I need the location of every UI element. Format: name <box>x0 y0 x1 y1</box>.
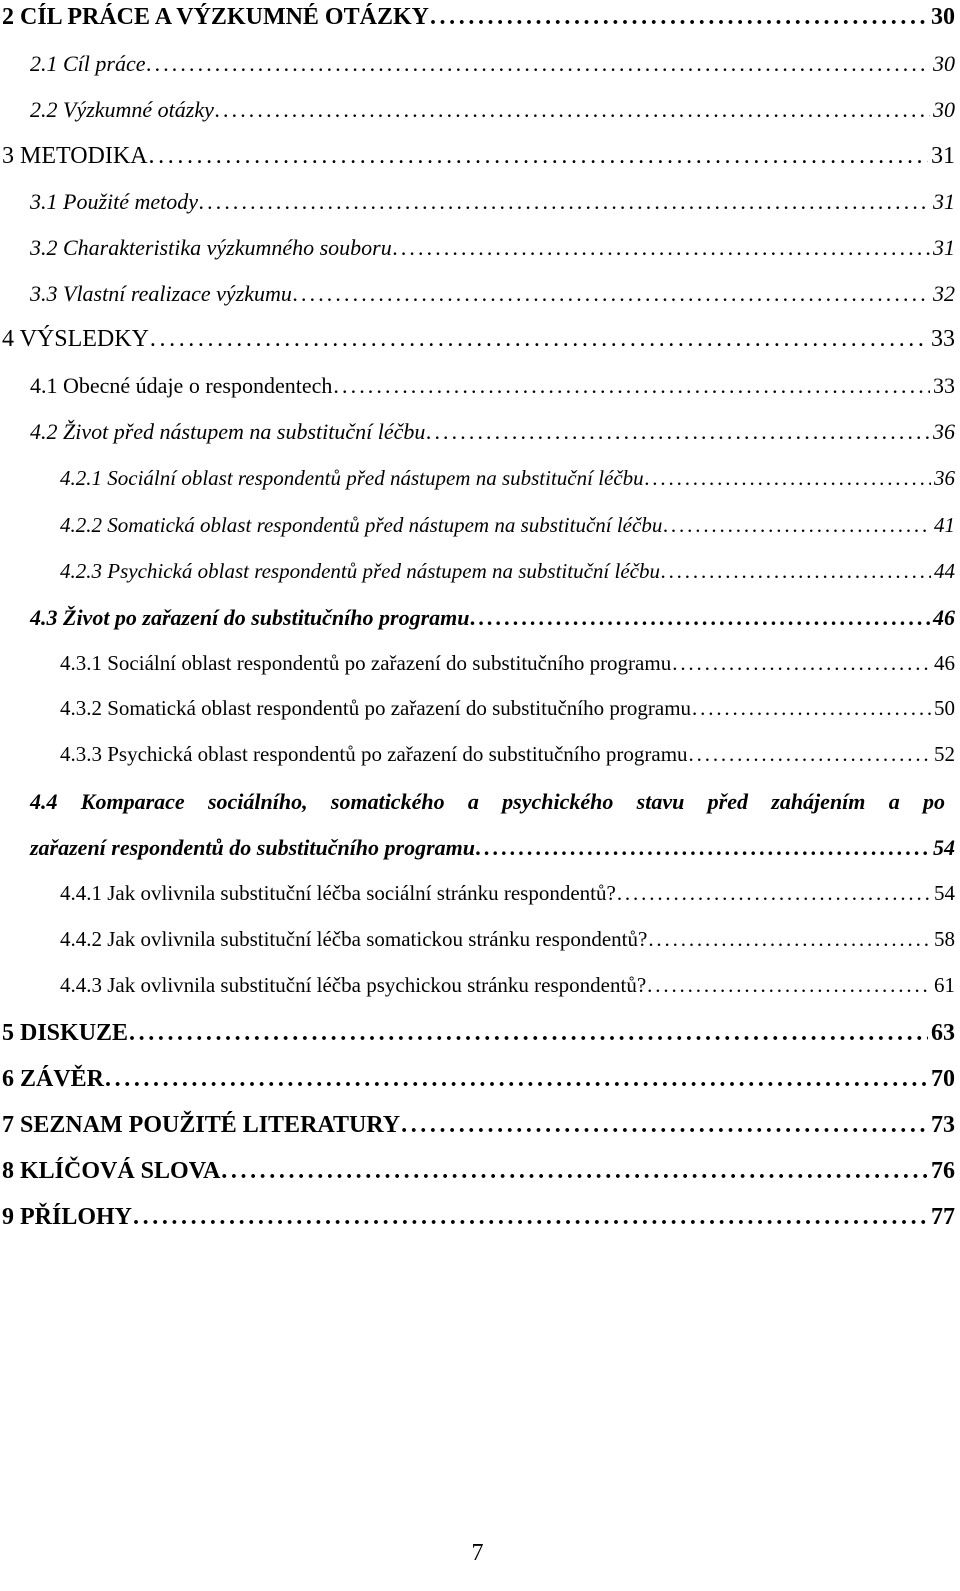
toc-dot-leader <box>133 1204 928 1231</box>
toc-dot-leader <box>393 235 930 261</box>
toc-page-number: 31 <box>933 189 955 214</box>
toc-page-number: 33 <box>931 326 955 352</box>
toc-entry[interactable] <box>0 419 955 445</box>
toc-entry[interactable] <box>0 1158 955 1185</box>
toc-page-number: 73 <box>931 1112 955 1138</box>
toc-entry[interactable] <box>0 881 955 906</box>
toc-dot-leader <box>617 881 931 906</box>
toc-dot-leader <box>692 696 931 721</box>
toc-dot-leader <box>689 742 931 767</box>
toc-entry-title: 4.2.1 Sociální oblast respondentů před nástupem na substituční léčbu <box>60 466 644 490</box>
toc-page-number: 36 <box>934 466 955 490</box>
toc-dot-leader <box>221 1158 928 1185</box>
toc-dot-leader <box>470 605 930 631</box>
toc-entry[interactable] <box>0 651 955 676</box>
toc-entry[interactable] <box>0 1112 955 1139</box>
toc-dot-leader <box>199 189 930 215</box>
toc-entry[interactable] <box>0 605 955 631</box>
toc-dot-leader <box>645 466 931 491</box>
toc-page-number: 46 <box>933 605 955 630</box>
toc-entry-title: 2.2 Výzkumné otázky <box>30 97 214 122</box>
toc-entry[interactable] <box>0 973 955 998</box>
toc-page-number: 63 <box>931 1020 955 1046</box>
toc-entry[interactable] <box>0 927 955 952</box>
toc-entry-title: 4.2 Život před nástupem na substituční léčbu <box>30 419 426 444</box>
toc-entry-title: 4.4.3 Jak ovlivnila substituční léčba psychickou stránku respondentů? <box>60 973 647 997</box>
toc-entry[interactable] <box>0 835 955 861</box>
toc-entry-title: 8 KLÍČOVÁ SLOVA <box>2 1158 221 1184</box>
toc-entry-title: 3.1 Použité metody <box>30 189 199 214</box>
toc-entry-title: 4.2.3 Psychická oblast respondentů před nástupem na substituční léčbu <box>60 559 660 583</box>
toc-dot-leader <box>293 281 930 307</box>
toc-dot-leader <box>647 973 931 998</box>
toc-entry[interactable] <box>0 373 955 399</box>
toc-entry-title: 3.2 Charakteristika výzkumného souboru <box>30 235 392 260</box>
toc-page-number: 36 <box>933 419 955 444</box>
toc-entry[interactable] <box>0 1020 955 1047</box>
toc-entry-title: 4.4.2 Jak ovlivnila substituční léčba somatickou stránku respondentů? <box>60 927 648 951</box>
toc-entry-title: 7 SEZNAM POUŽITÉ LITERATURY <box>2 1112 401 1138</box>
toc-dot-leader <box>401 1112 928 1139</box>
toc-dot-leader <box>149 143 928 170</box>
toc-entry-title: 9 PŘÍLOHY <box>2 1204 133 1230</box>
toc-entry-title: 2.1 Cíl práce <box>30 51 146 76</box>
toc-entry-title: 4 VÝSLEDKY <box>2 326 149 352</box>
toc-page-number: 54 <box>934 881 955 905</box>
toc-page-number: 30 <box>931 4 955 30</box>
toc-entry-title: 4.4.1 Jak ovlivnila substituční léčba sociální stránku respondentů? <box>60 881 616 905</box>
toc-entry[interactable] <box>0 1066 955 1093</box>
toc-entry-title: 4.1 Obecné údaje o respondentech <box>30 373 333 398</box>
toc-dot-leader <box>129 1020 928 1047</box>
toc-page-number: 70 <box>931 1066 955 1092</box>
toc-page-number: 54 <box>933 835 955 860</box>
toc-entry[interactable] <box>0 97 955 123</box>
toc-dot-leader <box>215 97 930 123</box>
toc-entry[interactable] <box>0 4 955 31</box>
toc-dot-leader <box>430 4 928 31</box>
toc-page-number: 31 <box>931 143 955 169</box>
toc-entry[interactable] <box>0 466 955 491</box>
toc-entry[interactable] <box>0 559 955 584</box>
toc-entry[interactable] <box>0 326 955 353</box>
toc-page-number: 77 <box>931 1204 955 1230</box>
page-number: 7 <box>471 1540 484 1566</box>
toc-page-number: 41 <box>934 513 955 537</box>
toc-dot-leader <box>426 419 930 445</box>
toc-page-number: 76 <box>931 1158 955 1184</box>
toc-entry[interactable] <box>0 51 955 77</box>
toc-page-number: 30 <box>933 97 955 122</box>
toc-page-number: 58 <box>934 927 955 951</box>
toc-dot-leader <box>333 373 930 399</box>
toc-entry[interactable] <box>0 513 955 538</box>
toc-entry[interactable] <box>0 696 955 721</box>
toc-entry-title: 4.3 Život po zařazení do substitučního programu <box>30 605 470 630</box>
toc-entry[interactable] <box>0 235 955 261</box>
toc-entry-title: 2 CÍL PRÁCE A VÝZKUMNÉ OTÁZKY <box>2 4 429 30</box>
toc-page-number: 30 <box>933 51 955 76</box>
toc-page-number: 31 <box>933 235 955 260</box>
toc-entry-title: 4.3.2 Somatická oblast respondentů po zařazení do substitučního programu <box>60 696 692 720</box>
toc-entry-title: zařazení respondentů do substitučního programu <box>30 835 476 860</box>
toc-dot-leader <box>663 513 931 538</box>
toc-dot-leader <box>105 1066 928 1093</box>
toc-entry-title: 5 DISKUZE <box>2 1020 129 1046</box>
toc-dot-leader <box>672 651 931 676</box>
toc-page-number: 61 <box>934 973 955 997</box>
toc-entry[interactable] <box>0 143 955 170</box>
toc-page-number: 50 <box>934 696 955 720</box>
toc-entry[interactable] <box>0 281 955 307</box>
toc-entry-title: 6 ZÁVĚR <box>2 1066 105 1092</box>
toc-dot-leader <box>648 927 931 952</box>
toc-entry-title: 3.3 Vlastní realizace výzkumu <box>30 281 292 306</box>
toc-entry-title: 3 METODIKA <box>2 143 148 169</box>
toc-dot-leader <box>150 326 928 353</box>
toc-entry-title: 4.3.1 Sociální oblast respondentů po zařazení do substitučního programu <box>60 651 672 675</box>
toc-entry-title: 4.3.3 Psychická oblast respondentů po zařazení do substitučního programu <box>60 742 688 766</box>
toc-page-number: 52 <box>934 742 955 766</box>
toc-page-number: 32 <box>933 281 955 306</box>
toc-dot-leader <box>147 51 931 77</box>
toc-page-number: 33 <box>933 373 955 398</box>
toc-entry-title-line1[interactable]: 4.4 Komparace sociálního, somatického a psychického stavu před zahájením a po <box>30 789 945 814</box>
toc-entry[interactable] <box>0 189 955 215</box>
toc-entry[interactable] <box>0 742 955 767</box>
toc-page-number: 46 <box>934 651 955 675</box>
toc-entry-title: 4.2.2 Somatická oblast respondentů před nástupem na substituční léčbu <box>60 513 663 537</box>
toc-page-number: 44 <box>934 559 955 583</box>
toc-entry[interactable] <box>0 1204 955 1231</box>
toc-dot-leader <box>476 835 930 861</box>
toc-dot-leader <box>661 559 931 584</box>
